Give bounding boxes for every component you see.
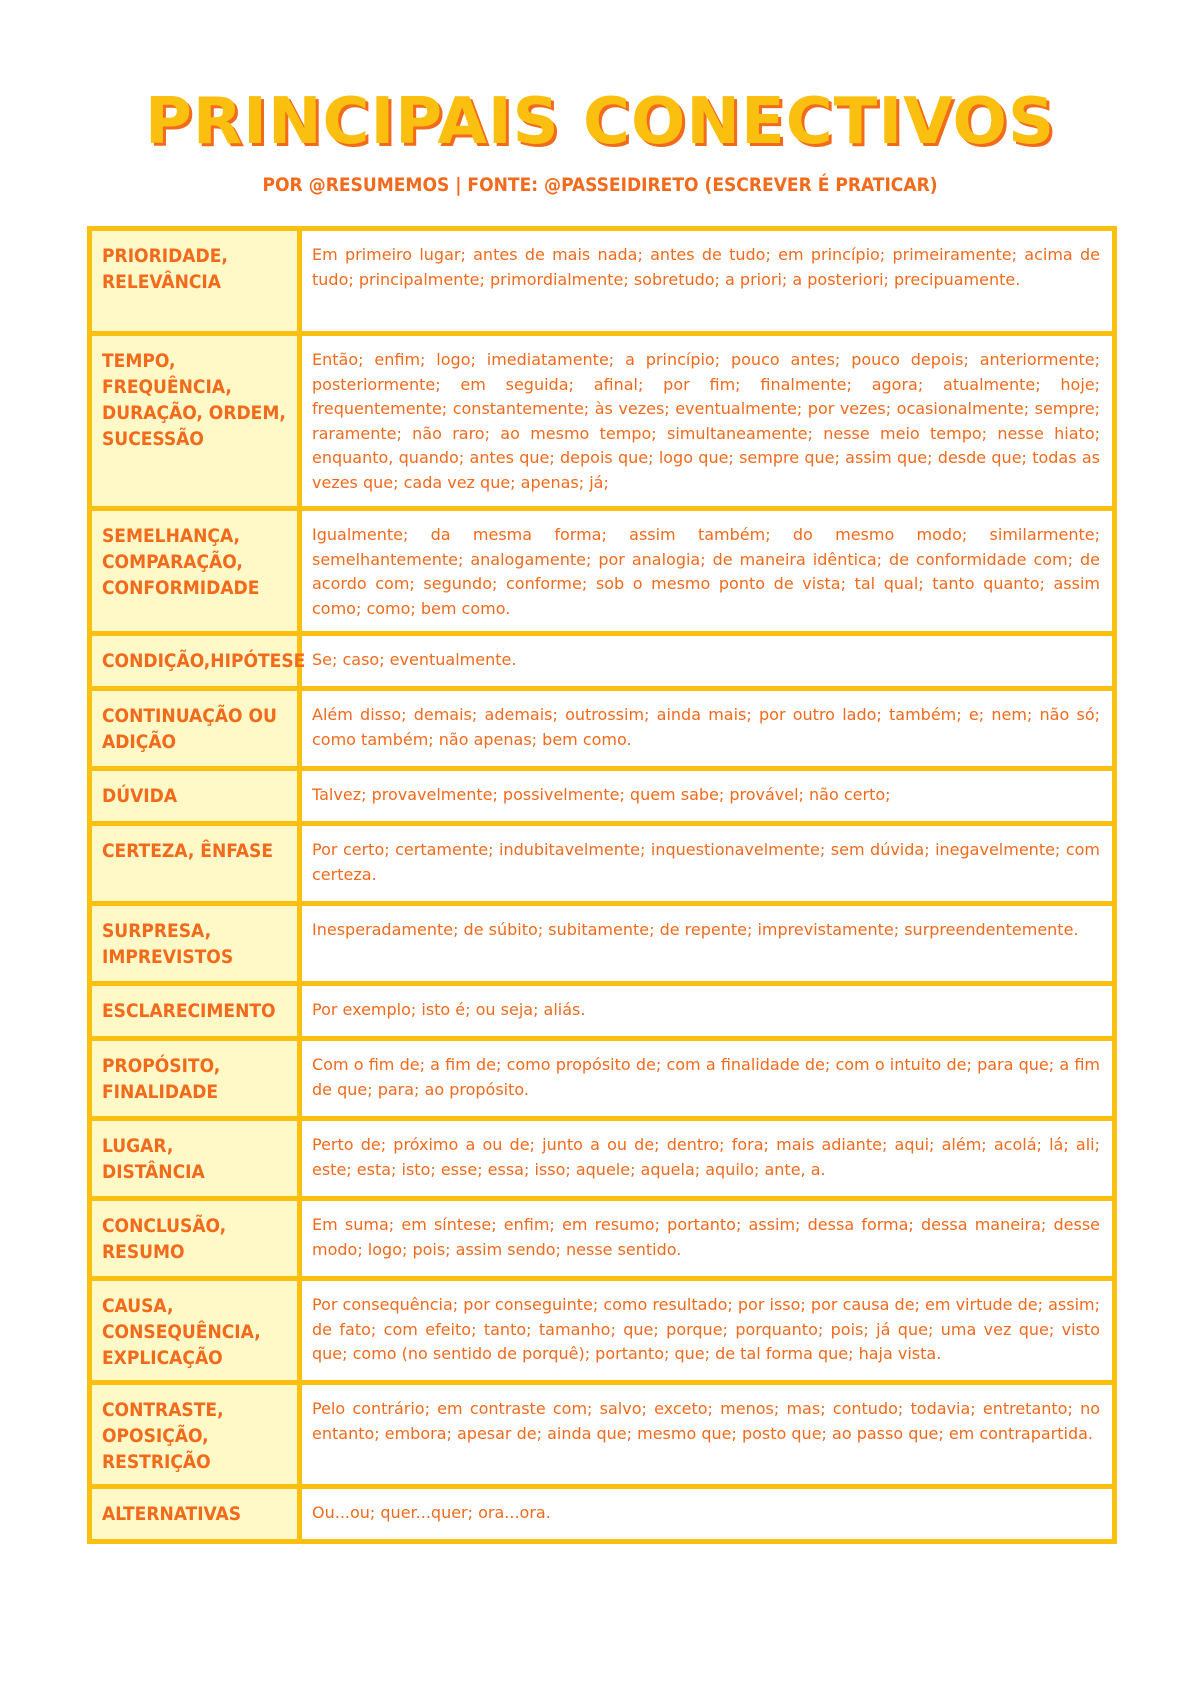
category-cell: CERTEZA, ÊNFASE: [92, 826, 302, 901]
connectives-cell: Por exemplo; isto é; ou seja; aliás.: [312, 1000, 586, 1019]
table-row: [92, 766, 1112, 821]
page-subtitle: POR @RESUMEMOS | FONTE: @PASSEIDIRETO (ESCREVER É PRATICAR): [262, 174, 938, 196]
category-cell: CAUSA, CONSEQUÊNCIA, EXPLICAÇÃO: [92, 1281, 302, 1380]
connectives-cell: Talvez; provavelmente; possivelmente; quem sabe; provável; não certo;: [312, 785, 891, 804]
category-cell: SEMELHANÇA, COMPARAÇÃO, CONFORMIDADE: [92, 511, 302, 631]
table-row: [92, 1196, 1112, 1276]
table-row: [92, 1036, 1112, 1116]
category-cell: PRIORIDADE, RELEVÂNCIA: [92, 231, 302, 331]
table-row: [92, 631, 1112, 686]
category-cell: ALTERNATIVAS: [92, 1489, 302, 1539]
table-row: [92, 1276, 1112, 1380]
table-row: [92, 1380, 1112, 1484]
connectives-cell: Se; caso; eventualmente.: [312, 650, 517, 669]
connectives-cell: Igualmente; da mesma forma; assim também; do mesmo modo; similarmente; semelhantemente; analogamente; por analogia; de maneira idêntica; de conformidade com; de acordo com; segundo; conforme; sob o mesmo ponto de vista; tal qual; tanto quanto; assim como; como; bem como.: [312, 525, 1100, 618]
connectives-cell: Então; enfim; logo; imediatamente; a princípio; pouco antes; pouco depois; anteriormente; posteriormente; em seguida; afinal; por fim; finalmente; agora; atualmente; hoje; frequentemente; constantemente; às vezes; eventualmente; por vezes; ocasionalmente; sempre; raramente; não raro; ao mesmo tempo; simultaneamente; nesse meio tempo; nesse hiato; enquanto, quando; antes que; depois que; logo que; sempre que; assim que; desde que; todas as vezes que; cada vez que; apenas; já;: [312, 350, 1100, 492]
connectives-cell: Em primeiro lugar; antes de mais nada; antes de tudo; em princípio; primeiramente; acima de tudo; principalmente; primordialmente; sobretudo; a priori; a posteriori; precipuamente.: [312, 245, 1100, 289]
connectives-cell: Por consequência; por conseguinte; como resultado; por isso; por causa de; em virtude de; assim; de fato; com efeito; tanto; tamanho; que; porque; porquanto; pois; já que; uma vez que; visto que; como (no sentido de porquê); portanto; que; de tal forma que; haja vista.: [312, 1295, 1100, 1363]
connectives-cell: Além disso; demais; ademais; outrossim; ainda mais; por outro lado; também; e; nem; não só; como também; não apenas; bem como.: [312, 705, 1100, 749]
category-cell: LUGAR, DISTÂNCIA: [92, 1121, 302, 1196]
page-title: PRINCIPAIS CONECTIVOS: [144, 85, 1056, 159]
table-row: [92, 1484, 1112, 1539]
table-row: [92, 901, 1112, 981]
category-cell: DÚVIDA: [92, 771, 302, 821]
connectives-cell: Inesperadamente; de súbito; subitamente; de repente; imprevistamente; surpreendentemente.: [312, 920, 1079, 939]
connectives-cell: Ou...ou; quer...quer; ora...ora.: [312, 1503, 551, 1522]
connectives-cell: Pelo contrário; em contraste com; salvo; exceto; menos; mas; contudo; todavia; entretanto; no entanto; embora; apesar de; ainda que; mesmo que; posto que; ao passo que; em contrapartida.: [312, 1399, 1100, 1443]
category-cell: SURPRESA, IMPREVISTOS: [92, 906, 302, 981]
category-cell: CONCLUSÃO, RESUMO: [92, 1201, 302, 1276]
table-row: [92, 331, 1112, 506]
table-row: [92, 1116, 1112, 1196]
connectives-cell: Perto de; próximo a ou de; junto a ou de; dentro; fora; mais adiante; aqui; além; acolá; lá; ali; este; esta; isto; esse; essa; isso; aquele; aquela; aquilo; ante, a.: [312, 1135, 1100, 1179]
category-cell: TEMPO, FREQUÊNCIA, DURAÇÃO, ORDEM, SUCESSÃO: [92, 336, 302, 506]
connectives-cell: Por certo; certamente; indubitavelmente; inquestionavelmente; sem dúvida; inegavelmente; com certeza.: [312, 840, 1100, 884]
category-cell: CONTINUAÇÃO OU ADIÇÃO: [92, 691, 302, 766]
table-row: [92, 821, 1112, 901]
connectives-cell: Com o fim de; a fim de; como propósito de; com a finalidade de; com o intuito de; para que; a fim de que; para; ao propósito.: [312, 1055, 1100, 1099]
connectives-cell: Em suma; em síntese; enfim; em resumo; portanto; assim; dessa forma; dessa maneira; desse modo; logo; pois; assim sendo; nesse sentido.: [312, 1215, 1100, 1259]
category-cell: PROPÓSITO, FINALIDADE: [92, 1041, 302, 1116]
table-row: [92, 686, 1112, 766]
table-row: [92, 981, 1112, 1036]
category-cell: CONDIÇÃO,HIPÓTESE: [92, 636, 302, 686]
table-row: [92, 506, 1112, 631]
table-row: [92, 231, 1112, 331]
connectives-table: [87, 226, 1117, 1544]
category-cell: ESCLARECIMENTO: [92, 986, 302, 1036]
category-cell: CONTRASTE, OPOSIÇÃO, RESTRIÇÃO: [92, 1385, 302, 1484]
